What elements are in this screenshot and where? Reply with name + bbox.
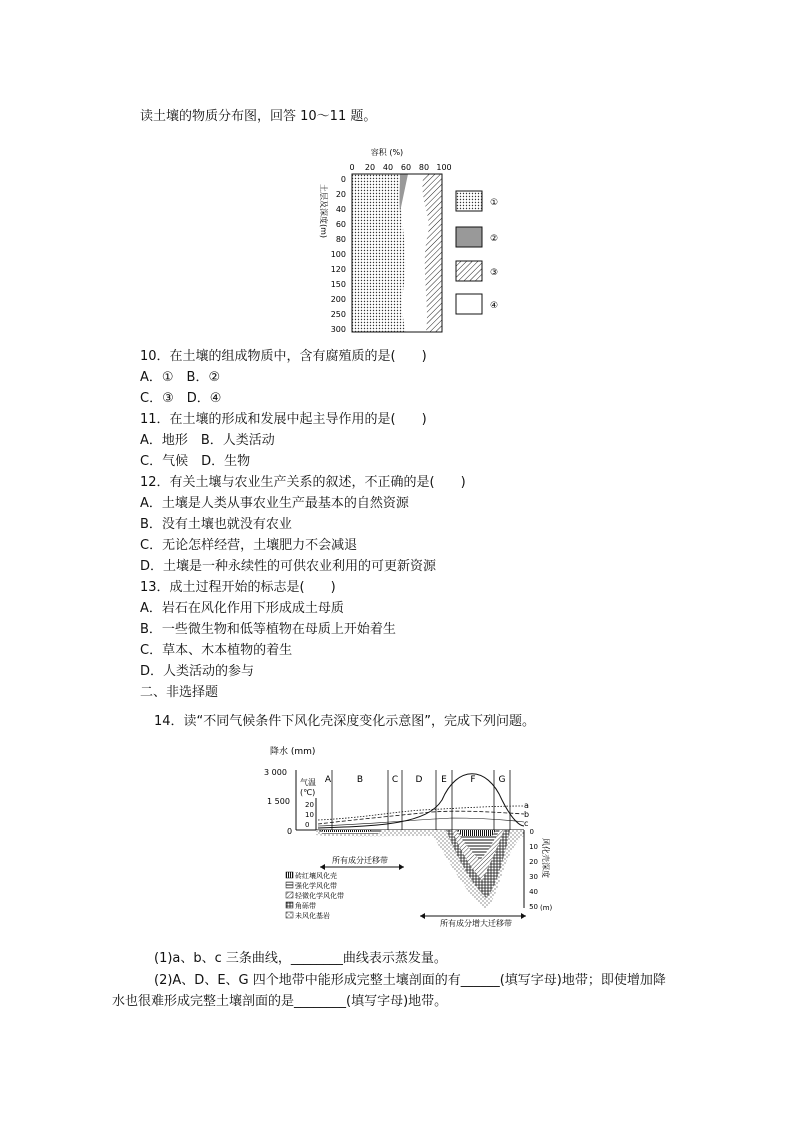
depth-tick: 0 bbox=[529, 828, 534, 836]
legend-label: 未风化基岩 bbox=[295, 912, 330, 920]
x-tick: 80 bbox=[418, 163, 430, 172]
precip-axis-label: 降水 (mm) bbox=[270, 747, 316, 757]
depth-axis-unit: (m) bbox=[540, 904, 553, 912]
temp-tick: 20 bbox=[305, 801, 314, 809]
legend-label: ④ bbox=[490, 301, 499, 311]
temp-axis-label: 气温 bbox=[300, 778, 316, 787]
question-option: C．草本、木本植物的着生 bbox=[140, 643, 293, 658]
question-option: D．人类活动的参与 bbox=[140, 664, 255, 679]
question-subpart: (1)a、b、c 三条曲线，________曲线表示蒸发量。 bbox=[154, 951, 447, 966]
legend-label: ② bbox=[490, 234, 499, 244]
question-stem: 10．在土壤的组成物质中，含有腐殖质的是( ) bbox=[140, 349, 427, 364]
legend-label: 轻微化学风化带 bbox=[295, 892, 344, 900]
question-stem: 14．读“不同气候条件下风化壳深度变化示意图”，完成下列问题。 bbox=[154, 714, 536, 729]
depth-tick: 50 bbox=[529, 903, 538, 911]
zone-label: C bbox=[391, 775, 399, 785]
question-option: D．土壤是一种永续性的可供农业利用的可更新资源 bbox=[140, 559, 437, 574]
y-tick: 60 bbox=[335, 220, 346, 229]
legend-label: ① bbox=[490, 198, 499, 208]
precip-tick: 3 000 bbox=[264, 768, 287, 777]
question-option: C．③ D．④ bbox=[140, 391, 222, 406]
volume-axis-label: 容积 (%) bbox=[370, 148, 404, 157]
y-tick: 150 bbox=[330, 280, 346, 289]
curve-c bbox=[318, 818, 524, 826]
soil-distribution-figure bbox=[312, 144, 512, 344]
curve-label: b bbox=[524, 810, 530, 819]
zone-label: F bbox=[470, 775, 476, 785]
temp-axis-unit: (℃) bbox=[300, 788, 316, 797]
y-tick: 250 bbox=[330, 310, 346, 319]
question-stem: 12．有关土壤与农业生产关系的叙述，不正确的是( ) bbox=[140, 475, 466, 490]
depth-axis-label: 土层及深度(m) bbox=[319, 184, 328, 239]
y-tick: 80 bbox=[335, 235, 346, 244]
intro-text: 读土壤的物质分布图，回答 10～11 题。 bbox=[140, 109, 377, 124]
precip-tick: 1 500 bbox=[267, 797, 290, 806]
question-option: A．① B．② bbox=[140, 370, 221, 385]
temp-tick: 0 bbox=[305, 821, 310, 829]
temp-tick: 10 bbox=[305, 811, 314, 819]
arrow-right-label: 所有成分增大迁移带 bbox=[440, 919, 512, 928]
y-tick: 100 bbox=[330, 250, 346, 259]
y-tick: 20 bbox=[335, 190, 346, 199]
depth-tick: 20 bbox=[529, 858, 538, 866]
y-tick: 200 bbox=[330, 295, 346, 304]
zone-label: B bbox=[356, 775, 364, 785]
question-option: C．无论怎样经营，土壤肥力不会减退 bbox=[140, 538, 358, 553]
curve-label: a bbox=[524, 801, 529, 810]
depth-tick: 40 bbox=[529, 888, 538, 896]
x-tick: 60 bbox=[400, 163, 412, 172]
weathering-crust-figure bbox=[262, 740, 562, 940]
section-heading: 二、非选择题 bbox=[140, 685, 219, 700]
legend-label: ③ bbox=[490, 268, 499, 278]
y-tick: 0 bbox=[340, 175, 346, 184]
zone-label: E bbox=[441, 775, 447, 785]
question-stem: 13．成土过程开始的标志是( ) bbox=[140, 580, 336, 595]
zone-label: D bbox=[415, 775, 423, 785]
question-option: A．土壤是人类从事农业生产最基本的自然资源 bbox=[140, 496, 409, 511]
depth-tick: 30 bbox=[529, 873, 538, 881]
zone-label: G bbox=[498, 775, 506, 785]
x-tick: 100 bbox=[436, 163, 452, 172]
legend-label: 角砾带 bbox=[295, 902, 316, 910]
y-tick: 40 bbox=[335, 205, 346, 214]
question-subpart: (2)A、D、E、G 四个地带中能形成完整土壤剖面的有______(填写字母)地带；即使增加降 bbox=[154, 973, 666, 988]
precip-tick: 0 bbox=[287, 827, 293, 836]
question-stem: 11．在土壤的形成和发展中起主导作用的是( ) bbox=[140, 412, 427, 427]
depth-axis-label: 风化壳深度 bbox=[541, 838, 550, 878]
x-tick: 20 bbox=[364, 163, 376, 172]
x-tick: 40 bbox=[382, 163, 394, 172]
legend-label: 砖红壤风化壳 bbox=[295, 872, 337, 880]
x-tick: 0 bbox=[349, 163, 355, 172]
y-tick: 300 bbox=[330, 325, 346, 334]
y-tick: 120 bbox=[330, 265, 346, 274]
depth-tick: 10 bbox=[529, 843, 538, 851]
arrow-left-label: 所有成分迁移带 bbox=[332, 856, 388, 865]
question-subpart: 水也很难形成完整土壤剖面的是________(填写字母)地带。 bbox=[112, 994, 448, 1009]
curve-label: c bbox=[524, 819, 529, 828]
question-option: C．气候 D．生物 bbox=[140, 454, 251, 469]
question-option: B．没有土壤也就没有农业 bbox=[140, 517, 292, 532]
question-option: B．一些微生物和低等植物在母质上开始着生 bbox=[140, 622, 396, 637]
legend-label: 强化学风化带 bbox=[295, 882, 337, 890]
question-option: A．岩石在风化作用下形成成土母质 bbox=[140, 601, 344, 616]
zone-label: A bbox=[324, 775, 332, 785]
question-option: A．地形 B．人类活动 bbox=[140, 433, 275, 448]
